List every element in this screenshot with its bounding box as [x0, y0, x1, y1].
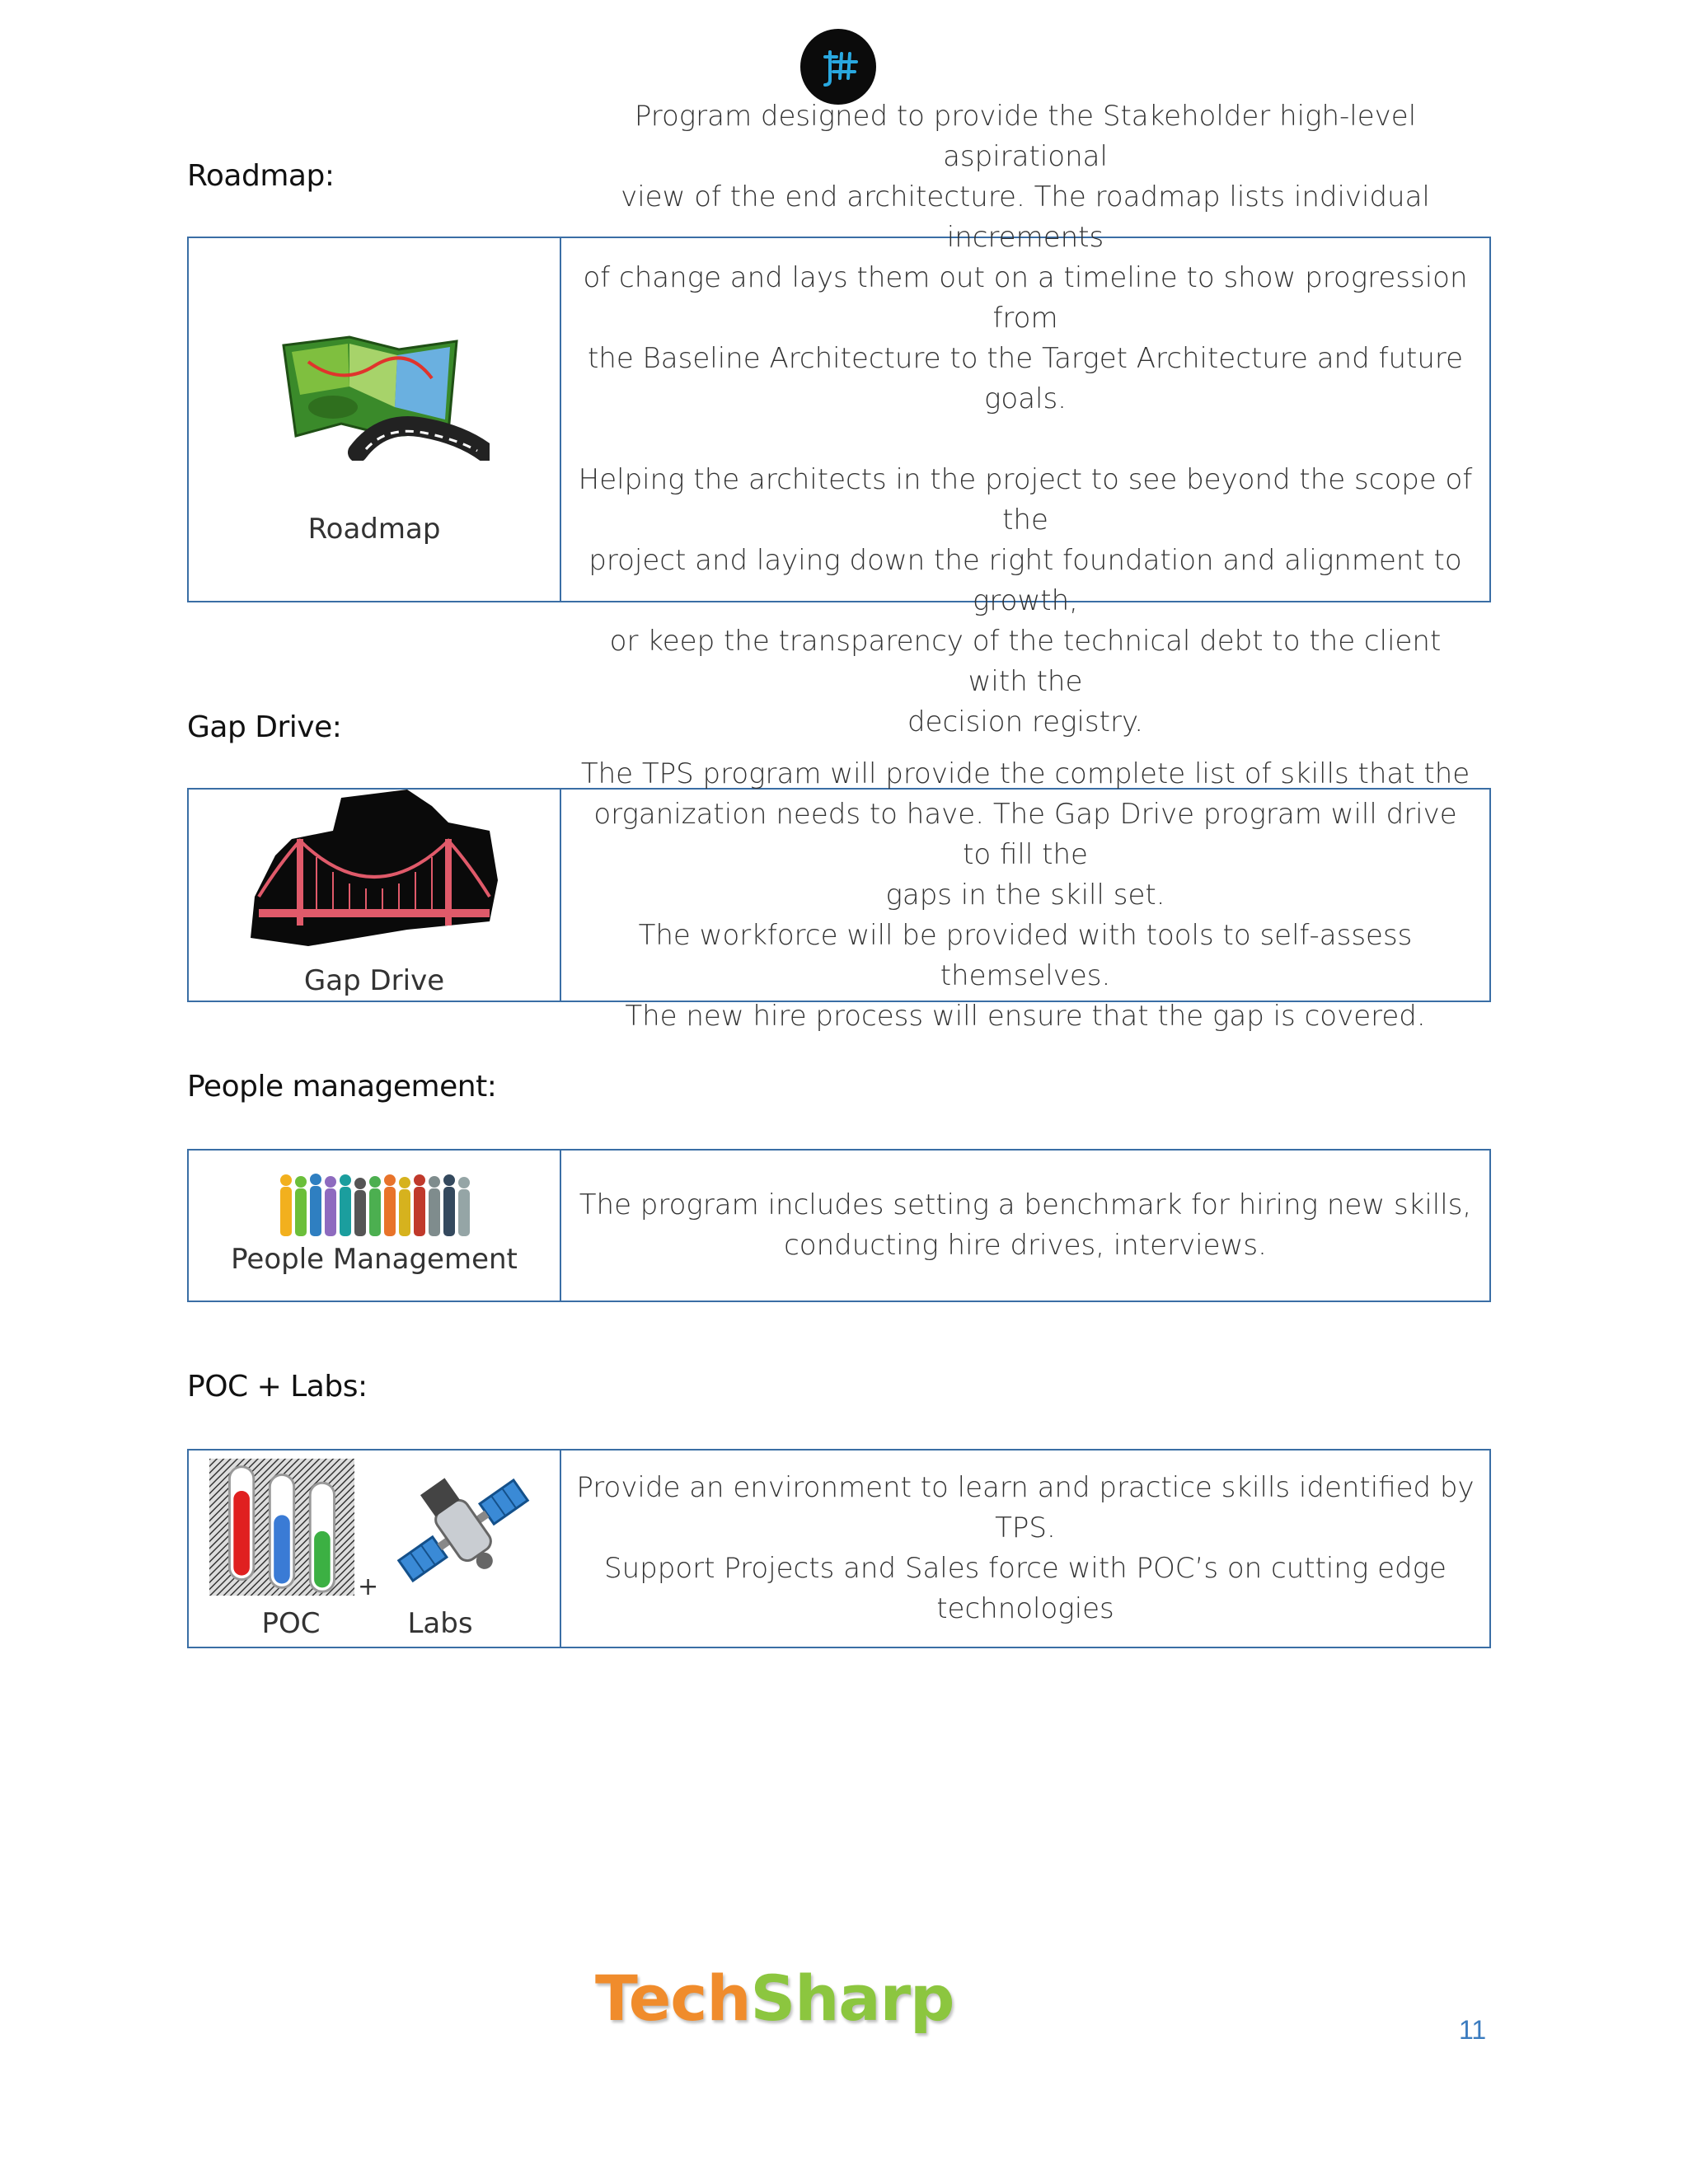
logo-sharp-text: Sharp — [750, 1961, 954, 2035]
section-heading-poc-labs: POC + Labs: — [187, 1370, 368, 1404]
poc-labs-card — [187, 1449, 1491, 1648]
poc-caption: POC — [261, 1607, 321, 1640]
section-heading-gap-drive: Gap Drive: — [187, 710, 342, 744]
poc-labs-description: Provide an environment to learn and practice skills identified by TPS. Support Projects and Sales force with POC’s on cutting edge technologies — [576, 1471, 1475, 1625]
gap-drive-description: The TPS program will provide the complete list of skills that the organization needs to have. The Gap Drive program will drive to fill the gaps in the skill set. The workforce will be provided with tools to self-assess themselves. The new hire process will ensure that the gap is covered. — [580, 757, 1470, 1033]
poc-labs-description-cell — [561, 1451, 1489, 1647]
gap-drive-caption: Gap Drive — [303, 964, 445, 997]
people-management-card — [187, 1149, 1491, 1302]
people-management-description-cell — [561, 1151, 1489, 1301]
poc-labs-image-cell — [189, 1451, 561, 1647]
roadmap-description-cell — [561, 100, 1489, 738]
bridge-icon — [242, 790, 506, 954]
plus-sign: + — [358, 1572, 379, 1601]
roadmap-image-cell — [189, 238, 561, 601]
people-silhouettes-icon — [276, 1172, 474, 1238]
labs-caption: Labs — [407, 1607, 473, 1640]
logo-tech-text: Tech — [595, 1961, 751, 2035]
gap-drive-card — [187, 757, 1491, 1033]
test-tubes-icon — [209, 1457, 354, 1597]
people-management-caption: People Management — [231, 1243, 518, 1276]
section-heading-roadmap: Roadmap: — [187, 159, 335, 193]
section-heading-people-management: People management: — [187, 1070, 497, 1104]
gap-drive-description-cell — [561, 757, 1489, 1033]
gap-drive-image-cell — [189, 790, 561, 1001]
techsharp-logo — [595, 1961, 954, 2035]
satellite-icon — [389, 1460, 537, 1601]
hashtag-logo-icon — [800, 29, 876, 105]
page-number: 11 — [1459, 2015, 1487, 2045]
roadmap-map-icon — [259, 329, 490, 461]
people-management-image-cell — [189, 1151, 561, 1301]
roadmap-description: Program designed to provide the Stakeholder high-level aspirational view of the end architecture. The roadmap lists individual increments of change and lays them out on a timeline to show progression from the Baseline Architecture to the Target Architecture and future goals. Helping the architects in the project to see beyond the scope of the project and laying down the right foundation and alignment to growth, or keep the transparency of the technical debt to the client with the decision registry. — [578, 100, 1473, 738]
people-management-description: The program includes setting a benchmark for hiring new skills, conducting hire drives, interviews. — [579, 1188, 1472, 1262]
roadmap-caption: Roadmap — [307, 513, 441, 546]
